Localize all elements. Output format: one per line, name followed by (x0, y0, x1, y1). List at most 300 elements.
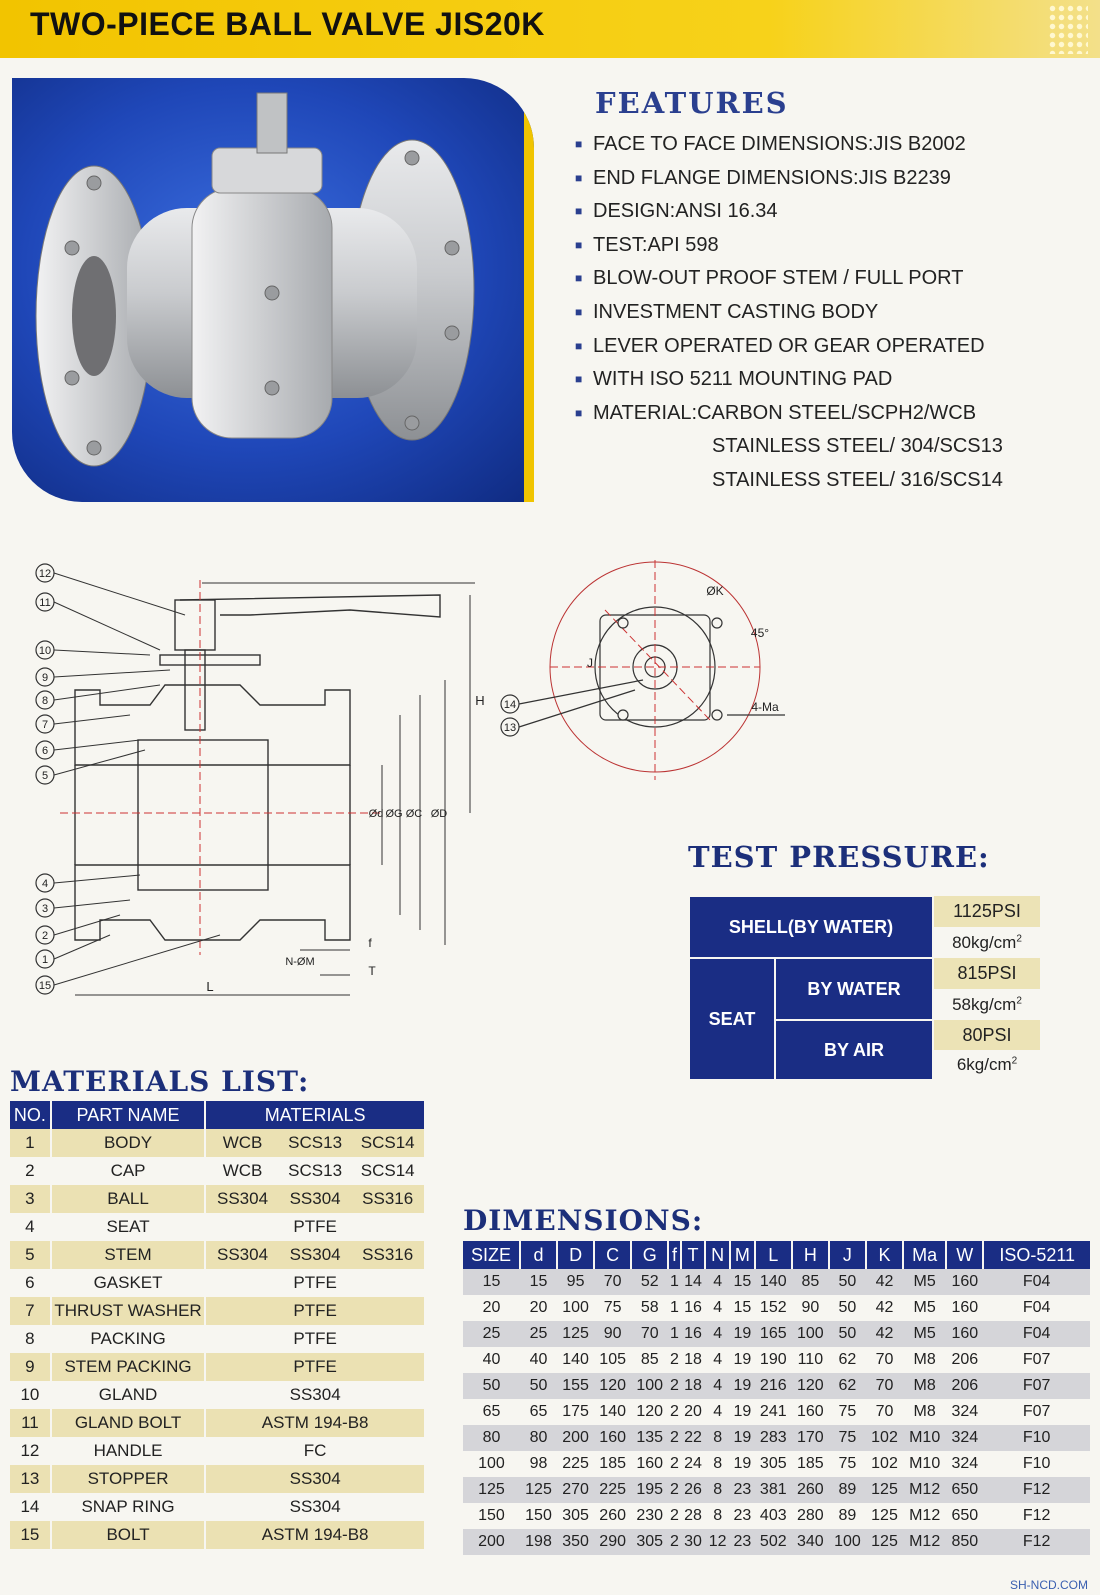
feature-item: ■ DESIGN:ANSI 16.34 (575, 195, 1003, 229)
table-cell: 155 (557, 1373, 594, 1399)
table-cell: 2 (668, 1477, 680, 1503)
material-cell: SS304 (205, 1241, 279, 1269)
table-cell: 120 (792, 1373, 829, 1399)
material-cell: SCS13 (288, 1161, 343, 1180)
table-cell: 8 (713, 1455, 723, 1472)
part-no: 7 (10, 1297, 51, 1325)
table-cell: 100 (829, 1529, 866, 1555)
table-cell: 16 (684, 1299, 702, 1316)
callout-label: 11 (39, 597, 51, 609)
table-cell: 50 (829, 1321, 866, 1347)
table-cell: 140 (755, 1269, 792, 1295)
dim-label-f: f (368, 936, 372, 950)
table-cell: 206 (951, 1351, 979, 1368)
table-cell: 198 (520, 1529, 557, 1555)
air-kg: $6kg/cm^2$ (956, 1055, 1018, 1074)
table-cell: 20 (684, 1403, 702, 1420)
part-name: SNAP RING (51, 1493, 205, 1521)
table-cell: 140 (562, 1351, 589, 1368)
part-name: HANDLE (51, 1437, 205, 1465)
table-cell: 24 (684, 1455, 702, 1472)
materials-title: MATERIALS LIST: (10, 1065, 310, 1098)
table-cell: 100 (562, 1299, 589, 1316)
table-cell: 75 (603, 1299, 622, 1316)
part-name: SEAT (51, 1213, 205, 1241)
col-header: Ma (903, 1241, 946, 1269)
bullet-icon: ■ (575, 372, 583, 387)
feature-item: ■ LEVER OPERATED OR GEAR OPERATED (575, 330, 1003, 364)
part-no: 12 (10, 1437, 51, 1465)
table-cell: M12 (909, 1507, 941, 1524)
feature-continuation: STAINLESS STEEL/ 304/SCS13 (712, 435, 1003, 458)
callout-label: 8 (41, 695, 49, 707)
bullet-icon: ■ (575, 271, 583, 286)
part-name: GLAND (51, 1381, 205, 1409)
table-cell: 16 (681, 1321, 706, 1347)
material-cell: SCS14 (351, 1129, 424, 1157)
table-cell: 85 (792, 1269, 829, 1295)
table-cell: 216 (755, 1373, 792, 1399)
table-cell: 75 (838, 1455, 857, 1472)
section-drawing (20, 555, 490, 1005)
callout-label: 1 (41, 954, 49, 966)
col-header: NO. (10, 1101, 51, 1129)
table-cell: 14 (681, 1269, 706, 1295)
table-cell: 2 (669, 1507, 679, 1524)
table-cell: 70 (631, 1321, 668, 1347)
dim-label-c: ØC (405, 808, 423, 820)
part-no: 6 (10, 1269, 51, 1297)
table-cell: 4 (705, 1269, 730, 1295)
table-cell: 90 (594, 1321, 631, 1347)
dim-label-ma: 4-Ma (751, 700, 779, 714)
table-cell: 80 (463, 1425, 520, 1451)
material-cell: SS304 (205, 1465, 424, 1493)
features-title: FEATURES (595, 86, 789, 120)
bullet-icon: ■ (575, 405, 583, 420)
table-cell: 50 (463, 1373, 520, 1399)
col-header: SIZE (463, 1241, 520, 1269)
dim-label-t: T (368, 964, 376, 978)
callout-label: 3 (41, 903, 49, 915)
material-cell: ASTM 194-B8 (205, 1521, 424, 1549)
dim-label-k: ØK (706, 584, 724, 598)
table-cell: 102 (866, 1425, 903, 1451)
table-cell: 18 (681, 1373, 706, 1399)
table-row (10, 1241, 424, 1269)
table-cell: F07 (1022, 1351, 1051, 1368)
material-cell: SCS13 (279, 1129, 352, 1157)
bullet-icon: ■ (575, 170, 583, 185)
callout-label: 10 (38, 645, 52, 657)
table-cell: 200 (557, 1425, 594, 1451)
part-name: BODY (51, 1129, 205, 1157)
callout-label: 4 (41, 878, 49, 890)
part-no: 8 (10, 1325, 51, 1353)
table-cell: 23 (730, 1477, 755, 1503)
table-cell: 160 (594, 1425, 631, 1451)
callout-label: 6 (41, 745, 49, 757)
table-cell: F10 (983, 1425, 1090, 1451)
dim-label-h: H (475, 693, 485, 708)
col-header: ISO-5211 (983, 1241, 1090, 1269)
table-row (463, 1321, 1090, 1347)
table-cell: F12 (983, 1529, 1090, 1555)
table-cell: 324 (951, 1455, 979, 1472)
table-row (10, 1129, 424, 1157)
table-cell: M10 (909, 1455, 941, 1472)
table-cell: 58 (640, 1299, 659, 1316)
materials-body (10, 1129, 424, 1549)
material-cell: FC (303, 1441, 327, 1460)
table-cell: 140 (599, 1403, 626, 1420)
table-cell: M12 (903, 1529, 946, 1555)
dim-label-dd: ØD (430, 808, 448, 820)
table-cell: 1 (668, 1269, 680, 1295)
table-cell: 1 (669, 1299, 679, 1316)
table-cell: 381 (755, 1477, 792, 1503)
table-cell: 8 (713, 1507, 723, 1524)
table-cell: 62 (838, 1351, 857, 1368)
table-cell: M5 (913, 1299, 936, 1316)
table-cell: 650 (946, 1477, 983, 1503)
table-cell: 19 (730, 1373, 755, 1399)
dim-label-n: N-ØM (285, 956, 315, 968)
col-header: PART NAME (51, 1101, 205, 1129)
valve-photo (12, 78, 534, 502)
material-cell: SS304 (289, 1497, 341, 1516)
table-cell: 70 (875, 1403, 894, 1420)
col-header: L (755, 1241, 792, 1269)
col-header: f (668, 1241, 680, 1269)
material-cell: SS304 (279, 1241, 352, 1269)
part-no: 1 (10, 1129, 51, 1157)
bullet-icon: ■ (575, 204, 583, 219)
table-cell: 1 (668, 1321, 680, 1347)
table-cell: 206 (946, 1373, 983, 1399)
table-row (463, 1347, 1090, 1373)
table-cell: 70 (866, 1373, 903, 1399)
table-cell: 52 (631, 1269, 668, 1295)
table-cell: 225 (562, 1455, 589, 1472)
page-title: TWO-PIECE BALL VALVE JIS20K (30, 6, 545, 42)
table-cell: 100 (631, 1373, 668, 1399)
part-no: 3 (10, 1185, 51, 1213)
col-header: W (946, 1241, 983, 1269)
table-cell: 26 (681, 1477, 706, 1503)
table-cell: 100 (792, 1321, 829, 1347)
table-cell: 280 (797, 1507, 824, 1524)
table-cell: 125 (520, 1477, 557, 1503)
table-row (463, 1503, 1090, 1529)
table-cell: 98 (529, 1455, 548, 1472)
table-cell: 30 (681, 1529, 706, 1555)
table-cell: 40 (482, 1351, 501, 1368)
table-cell: 283 (755, 1425, 792, 1451)
bullet-icon: ■ (575, 137, 583, 151)
table-cell: 15 (520, 1269, 557, 1295)
table-cell: 22 (681, 1425, 706, 1451)
test-pressure-title: TEST PRESSURE: (688, 840, 990, 874)
table-cell: 2 (669, 1351, 679, 1368)
table-cell: M10 (903, 1425, 946, 1451)
table-cell: 260 (792, 1477, 829, 1503)
callout-label: 2 (41, 930, 49, 942)
part-name: CAP (51, 1157, 205, 1185)
table-row (463, 1425, 1090, 1451)
materials-table (10, 1101, 424, 1549)
table-cell: 2 (668, 1425, 680, 1451)
table-cell: 42 (866, 1269, 903, 1295)
material-cell: SS304 (205, 1185, 279, 1213)
part-name: PACKING (51, 1325, 205, 1353)
table-row (463, 1477, 1090, 1503)
material-cell: PTFE (293, 1273, 337, 1292)
callout-label: 9 (41, 672, 49, 684)
feature-item: ■ END FLANGE DIMENSIONS:JIS B2239 (575, 162, 1003, 196)
shell-psi: 1125PSI (933, 896, 1040, 927)
material-cell: SS316 (351, 1241, 424, 1269)
material-cell: PTFE (205, 1353, 424, 1381)
feature-item: ■ WITH ISO 5211 MOUNTING PAD (575, 363, 1003, 397)
col-header: G (631, 1241, 668, 1269)
table-cell: 42 (866, 1321, 903, 1347)
table-cell: 89 (829, 1477, 866, 1503)
part-no: 5 (10, 1241, 51, 1269)
table-cell: 324 (951, 1403, 979, 1420)
col-header: H (792, 1241, 829, 1269)
table-cell: 120 (636, 1403, 664, 1420)
col-header: T (681, 1241, 706, 1269)
table-cell: F04 (1022, 1299, 1051, 1316)
table-cell: 324 (946, 1425, 983, 1451)
part-name: STEM (51, 1241, 205, 1269)
table-cell: 340 (792, 1529, 829, 1555)
dimensions-table (463, 1241, 1090, 1555)
mounting-pad-drawing (495, 555, 795, 795)
table-cell: 290 (594, 1529, 631, 1555)
table-cell: 80 (520, 1425, 557, 1451)
table-cell: 105 (599, 1351, 626, 1368)
table-cell: 19 (730, 1425, 755, 1451)
col-header: K (866, 1241, 903, 1269)
title-band (0, 0, 1100, 58)
features-list (575, 128, 1003, 498)
table-cell: 125 (866, 1529, 903, 1555)
table-cell: 50 (838, 1299, 857, 1316)
table-cell: 8 (705, 1477, 730, 1503)
table-cell: 50 (520, 1373, 557, 1399)
dim-label-d: Ød (368, 808, 384, 820)
table-cell: 225 (594, 1477, 631, 1503)
table-cell: 125 (871, 1507, 898, 1524)
dot-pattern (1048, 4, 1088, 54)
table-cell: 19 (733, 1455, 752, 1472)
feature-continuation: STAINLESS STEEL/ 316/SCS14 (712, 468, 1003, 491)
table-cell: 152 (759, 1299, 787, 1316)
table-cell: 2 (668, 1373, 680, 1399)
part-name: THRUST WASHER (51, 1297, 205, 1325)
table-cell: 65 (529, 1403, 548, 1420)
table-cell: 19 (733, 1403, 752, 1420)
table-cell: 20 (482, 1299, 501, 1316)
material-cell: WCB (205, 1129, 279, 1157)
callout-label: 7 (41, 719, 49, 731)
table-cell: M12 (903, 1477, 946, 1503)
table-cell: F07 (983, 1373, 1090, 1399)
part-name: GLAND BOLT (51, 1409, 205, 1437)
table-cell: F04 (983, 1321, 1090, 1347)
table-cell: 4 (713, 1403, 723, 1420)
table-cell: 150 (525, 1507, 552, 1524)
watermark: SH-NCD.COM (1010, 1578, 1088, 1592)
table-cell: M5 (903, 1269, 946, 1295)
table-cell: 120 (594, 1373, 631, 1399)
dimensions-title: DIMENSIONS: (463, 1204, 704, 1237)
table-cell: 160 (946, 1321, 983, 1347)
table-cell: 4 (705, 1373, 730, 1399)
table-cell: 89 (838, 1507, 857, 1524)
table-cell: 95 (557, 1269, 594, 1295)
table-row (10, 1409, 424, 1437)
table-cell: 8 (705, 1425, 730, 1451)
table-cell: 2 (668, 1529, 680, 1555)
callout-label: 13 (503, 722, 517, 734)
by-water-label: BY WATER (775, 958, 933, 1020)
table-cell: 65 (482, 1403, 501, 1420)
table-cell: M5 (903, 1321, 946, 1347)
table-cell: 850 (946, 1529, 983, 1555)
part-no: 2 (10, 1157, 51, 1185)
table-cell: 110 (797, 1351, 824, 1368)
part-no: 10 (10, 1381, 51, 1409)
table-cell: 25 (520, 1321, 557, 1347)
part-no: 4 (10, 1213, 51, 1241)
table-cell: 23 (733, 1507, 752, 1524)
feature-item: ■ TEST:API 598 (575, 229, 1003, 263)
table-cell: 160 (946, 1269, 983, 1295)
col-header: D (557, 1241, 594, 1269)
part-no: 15 (10, 1521, 51, 1549)
table-cell: 28 (684, 1507, 702, 1524)
table-row (463, 1529, 1090, 1555)
callout-label: 12 (38, 568, 52, 580)
table-cell: 4 (705, 1321, 730, 1347)
table-cell: 100 (478, 1455, 505, 1472)
air-psi: 80PSI (933, 1020, 1040, 1050)
dim-label-l: L (206, 979, 214, 994)
table-row (10, 1157, 424, 1185)
material-cell: SCS14 (360, 1161, 415, 1180)
by-air-label: BY AIR (775, 1020, 933, 1080)
table-cell: 62 (829, 1373, 866, 1399)
col-header: d (520, 1241, 557, 1269)
dim-label-g: ØG (385, 808, 403, 820)
table-row (10, 1521, 424, 1549)
material-cell: WCB (222, 1161, 263, 1180)
table-cell: 165 (755, 1321, 792, 1347)
water-psi: 815PSI (933, 958, 1040, 989)
table-cell: 15 (463, 1269, 520, 1295)
material-cell: PTFE (293, 1329, 337, 1348)
table-cell: 175 (562, 1403, 589, 1420)
table-cell: 241 (759, 1403, 787, 1420)
table-cell: F04 (983, 1269, 1090, 1295)
table-cell: 403 (759, 1507, 787, 1524)
part-name: STEM PACKING (51, 1353, 205, 1381)
table-cell: 350 (557, 1529, 594, 1555)
callout-label: 5 (41, 770, 49, 782)
table-cell: 2 (669, 1403, 679, 1420)
table-cell: 650 (951, 1507, 979, 1524)
table-cell: 15 (730, 1269, 755, 1295)
table-cell: 40 (529, 1351, 548, 1368)
table-cell: 102 (871, 1455, 898, 1472)
table-cell: M8 (913, 1351, 936, 1368)
bullet-icon: ■ (575, 237, 583, 252)
table-cell: 160 (797, 1403, 824, 1420)
table-cell: 200 (463, 1529, 520, 1555)
table-cell: 135 (631, 1425, 668, 1451)
water-kg: $58kg/cm^2$ (952, 994, 1022, 1014)
table-row (463, 1269, 1090, 1295)
callout-label: 14 (503, 699, 517, 711)
table-cell: M8 (903, 1373, 946, 1399)
table-row (10, 1297, 424, 1325)
part-no: 9 (10, 1353, 51, 1381)
dim-label-angle: 45° (750, 626, 770, 640)
table-cell: 185 (797, 1455, 824, 1472)
table-cell: 4 (713, 1351, 723, 1368)
table-cell: 160 (951, 1299, 979, 1316)
table-cell: F10 (1022, 1455, 1051, 1472)
feature-item: ■ FACE TO FACE DIMENSIONS:JIS B2002 (575, 128, 1003, 162)
part-name: BOLT (51, 1521, 205, 1549)
feature-item: ■ MATERIAL:CARBON STEEL/SCPH2/WCB (575, 397, 1003, 431)
feature-item: ■ BLOW-OUT PROOF STEM / FULL PORT (575, 262, 1003, 296)
table-cell: 270 (557, 1477, 594, 1503)
table-cell: 12 (705, 1529, 730, 1555)
callout-label: 15 (38, 980, 52, 992)
table-cell: 75 (829, 1425, 866, 1451)
table-row (10, 1185, 424, 1213)
table-cell: 20 (529, 1299, 548, 1316)
table-cell: 4 (713, 1299, 723, 1316)
table-row (10, 1437, 424, 1465)
table-cell: 502 (755, 1529, 792, 1555)
table-cell: 15 (733, 1299, 752, 1316)
part-name: BALL (51, 1185, 205, 1213)
table-cell: 85 (640, 1351, 659, 1368)
col-header: C (594, 1241, 631, 1269)
shell-label: SHELL(BY WATER) (689, 896, 933, 958)
table-cell: 42 (875, 1299, 894, 1316)
table-cell: 305 (631, 1529, 668, 1555)
table-cell: F12 (1022, 1507, 1051, 1524)
table-cell: 19 (730, 1321, 755, 1347)
table-cell: 185 (599, 1455, 626, 1472)
table-cell: 23 (730, 1529, 755, 1555)
part-no: 13 (10, 1465, 51, 1493)
table-cell: 70 (594, 1269, 631, 1295)
table-cell: 70 (875, 1351, 894, 1368)
table-row (463, 1373, 1090, 1399)
table-row (463, 1451, 1090, 1477)
table-cell: 18 (684, 1351, 702, 1368)
seat-label: SEAT (689, 958, 775, 1080)
material-cell: PTFE (205, 1297, 424, 1325)
table-cell: 2 (669, 1455, 679, 1472)
